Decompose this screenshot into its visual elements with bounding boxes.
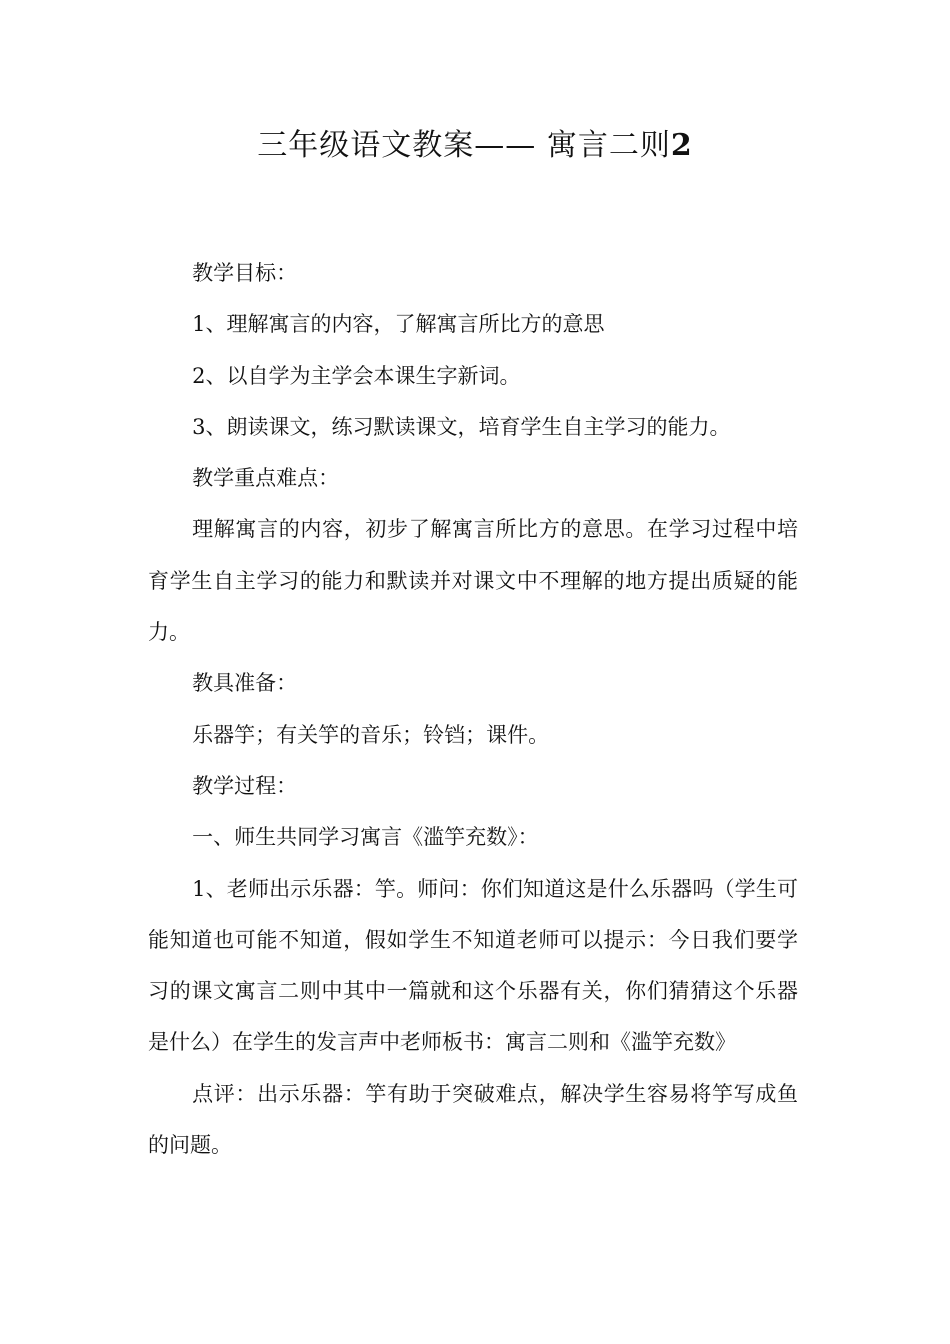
objective-item-3: 3、朗读课文，练习默读课文，培育学生自主学习的能力。 xyxy=(192,414,731,439)
title-number: 2 xyxy=(670,128,693,163)
heading-teaching-objectives: 教学目标： xyxy=(192,261,298,285)
document-body xyxy=(148,248,798,1171)
objective-item-2: 2、以自学为主学会本课生字新词。 xyxy=(192,363,521,388)
process-comment: 点评：出示乐器：竽有助于突破难点，解决学生容易将竽写成鱼的问题。 xyxy=(148,1081,798,1158)
heading-teaching-aids: 教具准备： xyxy=(192,671,298,696)
title-main-text: 三年级语文教案—— 寓言二则 xyxy=(257,128,671,163)
process-section-1-heading: 一、师生共同学习寓言《滥竽充数》： xyxy=(192,825,539,850)
key-difficulties-text: 理解寓言的内容，初步了解寓言所比方的意思。在学习过程中培育学生自主学习的能力和默读并对课文中不理解的地方提出质疑的能力。 xyxy=(148,517,798,645)
objective-item-1: 1、理解寓言的内容，了解寓言所比方的意思 xyxy=(192,312,605,337)
process-step-1: 1、老师出示乐器：竽。师问：你们知道这是什么乐器吗（学生可能知道也可能不知道，假如学生不知道老师可以提示：今日我们要学习的课文寓言二则中其中一篇就和这个乐器有关，你们猜猜这个乐器是什么）在学生的发言声中老师板书：寓言二则和《滥竽充数》 xyxy=(148,876,798,1055)
document-title xyxy=(0,124,950,168)
teaching-aids-text: 乐器竽；有关竽的音乐；铃铛；课件。 xyxy=(192,722,550,747)
heading-teaching-process: 教学过程： xyxy=(192,773,298,798)
heading-key-difficulties: 教学重点难点： xyxy=(192,466,340,491)
